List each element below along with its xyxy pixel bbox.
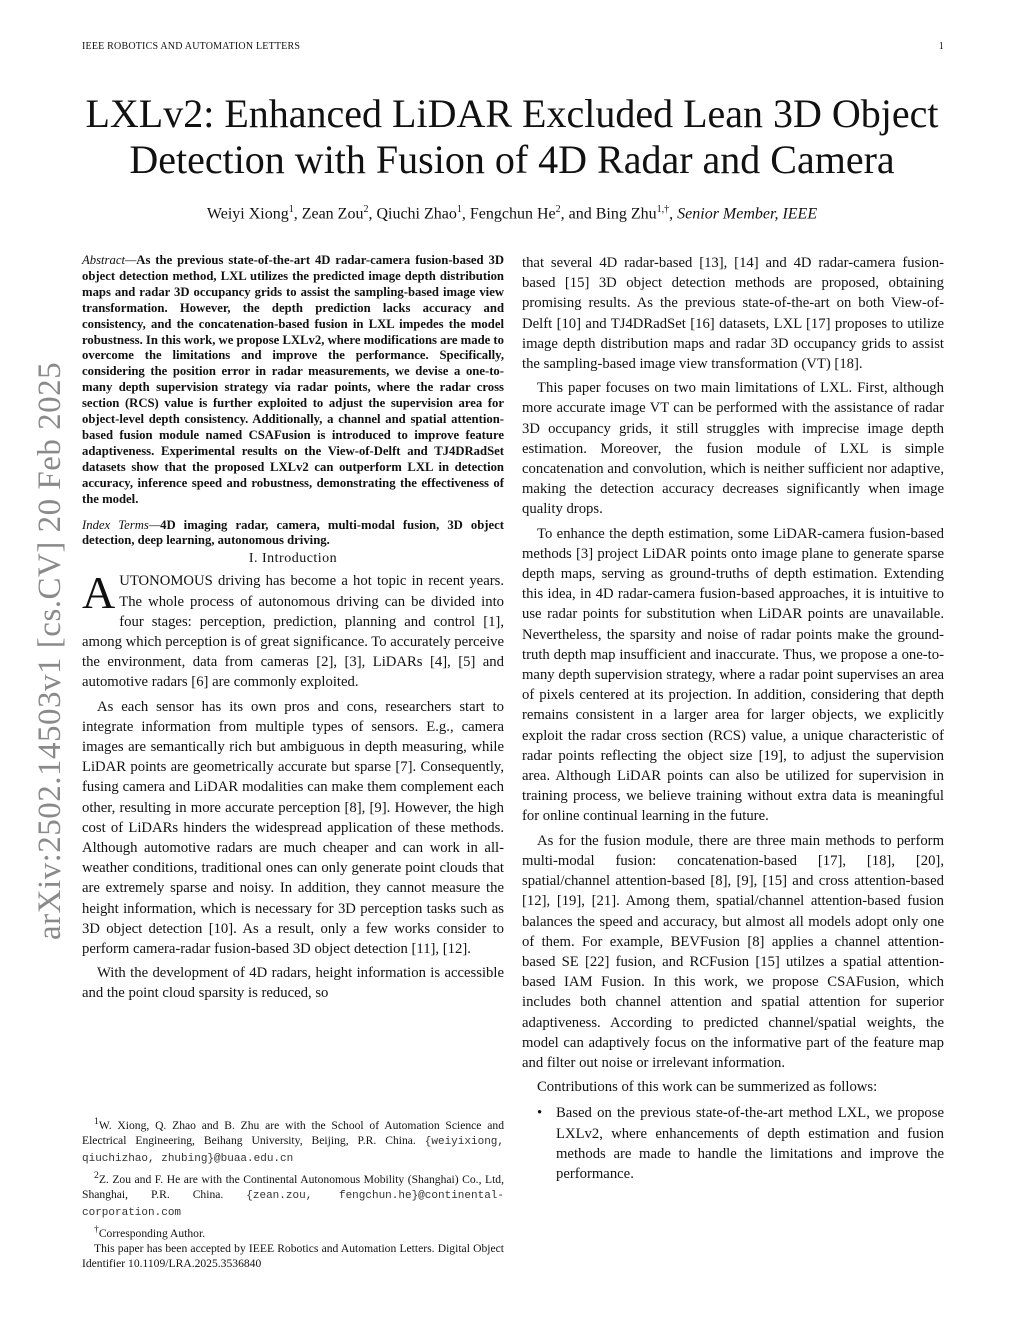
- intro-paragraph-3-cont: that several 4D radar-based [13], [14] and 4D radar-camera fusion-based [15] 3D object detection methods are proposed, obtaining promising results. As the previous state-of-the-art on both View-of-Delft [10] and TJ4DRadSet [16] datasets, LXL [17] proposes to utilize image depth distribution maps and radar 3D occupancy grids to assist the sampling-based image view transformation (VT) [18].: [522, 255, 944, 373]
- affiliation-mark: 2: [555, 204, 561, 215]
- drop-cap: A: [82, 567, 116, 619]
- left-column: [82, 253, 504, 1004]
- journal-name: IEEE ROBOTICS AND AUTOMATION LETTERS: [82, 41, 301, 52]
- affiliation-mark: 1: [288, 204, 294, 215]
- author-name: Zean Zou: [301, 205, 364, 223]
- intro-paragraph-4: This paper focuses on two main limitations of LXL. First, although more accurate image VT can be performed with the assistance of radar 3D occupancy grids, it still struggles with imprecise image depth estimation. Moreover, the fusion module of LXL is simple concatenation and convolution, which is neither sufficient nor adaptive, making the detection accuracy decreases significantly when image quality drops.: [522, 380, 944, 518]
- footnote-3: †Corresponding Author.: [94, 1223, 206, 1240]
- author-membership: Senior Member, IEEE: [677, 205, 818, 223]
- intro-paragraph-1: [82, 567, 505, 692]
- footnote-1: $^1$W. Xiong, Q. Zhao and B. Zhu are with the School of Automation Science and Electrical Engineering, Beihang University, Beijing, P.R. China. {weiyixiong, qiuchizhao, zhubing}@buaa.edu.cn: [82, 1116, 504, 1166]
- affiliation-mark: 1: [456, 204, 462, 215]
- index-terms: [82, 518, 504, 550]
- intro-paragraph-6: As for the fusion module, there are three main methods to perform multi-modal fusion: concatenation-based [17], [18], [20], spatial/channel attention-based [8], [9], [15] and cross attention-based [12], [19], [21]. Among them, spatial/channel attention-based fusion balances the speed and accuracy, but almost all models adopt only one of them. For example, BEVFusion [8] applies a channel attention-based SE [22] fusion, and RCFusion [15] utilzes a spatial attention-based IAM Fusion. In this work, we propose CSAFusion, which includes both channel attention and spatial attention for superior adaptiveness. According to predicted channel/spatial weights, the model can adaptively focus on the informative part of the feature map and filter out noise or irrelevant information.: [522, 832, 944, 1071]
- paper-title: LXLv2: Enhanced LiDAR Excluded Lean 3D Object Detection with Fusion of 4D Radar and Camera: [85, 91, 939, 182]
- author-name: Fengchun He: [469, 205, 556, 223]
- intro-paragraph-2: As each sensor has its own pros and cons, researchers start to integrate information from multiple types of sensors. E.g., camera images are semantically rich but ambiguous in depth measuring, while LiDAR points are geometrically accurate but sparse [7]. Consequently, fusing camera and LiDAR modalities can make them complement each other, resulting in more accurate perception [8], [9]. However, the high cost of LiDARs hinders the widespread application of these methods. Although automotive radars are much cheaper and can work in all-weather conditions, traditional ones can only generate point clouds that are extremely sparse and noisy. In addition, they cannot measure the height information, which is necessary for 3D perception tasks such as 3D object detection [10]. As a result, only a few works consider to perform camera-radar fusion-based 3D object detection [11], [12].: [82, 698, 504, 957]
- index-terms-text: 4D imaging radar, camera, multi-modal fusion, 3D object detection, deep learning, autonomous driving.: [82, 517, 505, 548]
- arxiv-identifier-stamp: arXiv:2502.14503v1 [cs.CV] 20 Feb 2025: [32, 361, 68, 940]
- affiliation-mark: 1,†: [656, 204, 670, 215]
- intro-paragraph-3: With the development of 4D radars, height information is accessible and the point cloud sparsity is reduced, so: [82, 965, 504, 1002]
- author-list: Weiyi Xiong$^1$, Zean Zou$^2$, Qiuchi Zhao$^1$, Fengchun He$^2$, and Bing Zhu$^{1,\dagger}$, Senior Member, IEEE: [206, 204, 818, 223]
- intro-paragraph-5: To enhance the depth estimation, some LiDAR-camera fusion-based methods [3] project LiDAR points onto image plane to generate sparse depth maps, serving as ground-truths of depth estimation. Extending this idea, in 4D radar-camera fusion-based approaches, it is intuitive to use radar points for substitution when LiDAR points are unavailable. Nevertheless, the sparsity and noise of radar points make the ground-truth depth map insufficient and inaccurate. Thus, we propose a one-to-many depth supervision strategy, where a radar point supervises an area of pixels centered at its projection. In addition, considering that depth remains consistent in a larger area for larger objects, we explicitly exploit the radar cross section (RCS) value, a unique characteristic of radar points reflecting the object size [19], to adjust the supervision area. Although LiDAR points can also be utilized for supervision in training process, we believe training without extra data is meaningful for online continual learning in the future.: [522, 525, 944, 825]
- bullet-icon: •: [537, 1105, 543, 1122]
- footnotes: [82, 1114, 504, 1271]
- affiliation-mark: 2: [363, 204, 369, 215]
- author-name: Qiuchi Zhao: [376, 205, 457, 223]
- page-number: 1: [938, 41, 944, 52]
- list-item: • Based on the previous state-of-the-art method LXL, we propose LXLv2, where enhancements of depth estimation and fusion methods are made to handle the limitations and improve the performance.: [537, 1105, 944, 1182]
- paragraph-text: UTONOMOUS driving has become a hot topic in recent years. The whole process of autonomous driving can be divided into four stages: perception, prediction, planning and control [1], among which perception is of great significance. To accurately perceive the environment, data from cameras [2], [3], LiDARs [4], [5] and automotive radars [6] are commonly exploited.: [82, 573, 505, 691]
- index-terms-label: Index Terms—: [82, 517, 161, 532]
- author-emails: {weiyixiong, qiuchizhao, zhubing}@buaa.edu.cn: [82, 1136, 504, 1166]
- abstract-text: As the previous state-of-the-art 4D radar-camera fusion-based 3D object detection method, LXL utilizes the predicted image depth distribution maps and radar 3D occupancy grids to assist the sampling-based image view transformation. However, the depth prediction lacks accuracy and consistency, and the concatenation-based fusion in LXL impedes the model robustness. In this work, we propose LXLv2, where modifications are made to overcome the limitations and improve the performance. Specifically, considering the position error in radar measurements, we devise a one-to-many depth supervision strategy via radar points, where the radar cross section (RCS) value is further exploited to adjust the supervision area for object-level depth consistency. Additionally, a channel and spatial attention-based fusion module named CSAFusion is introduced to improve feature adaptiveness. Experimental results on the View-of-Delft and TJ4DRadSet datasets show that the proposed LXLv2 can outperform LXL in detection accuracy, inference speed and robustness, demonstrating the effectiveness of the model.: [82, 253, 504, 506]
- running-head: [82, 41, 944, 57]
- footnote-4: This paper has been accepted by IEEE Robotics and Automation Letters. Digital Object Identifier 10.1109/LRA.2025.3536840: [82, 1241, 504, 1270]
- intro-paragraph-7: Contributions of this work can be summerized as follows:: [537, 1079, 878, 1096]
- author-name: and Bing Zhu: [568, 205, 657, 223]
- abstract: [82, 253, 504, 508]
- abstract-label: Abstract—: [82, 253, 137, 267]
- footnote-2: $^2$Z. Zou and F. He are with the Continental Autonomous Mobility (Shanghai) Co., Ltd, Shanghai, P.R. China. {zean.zou, fengchun.he}@continental-corporation.com: [82, 1169, 504, 1220]
- author-name: Weiyi Xiong: [206, 205, 289, 223]
- contributions-list: [522, 1103, 944, 1184]
- author-emails: {zean.zou, fengchun.he}@continental-corporation.com: [82, 1189, 504, 1220]
- section-heading: I. Introduction: [248, 551, 338, 567]
- right-column: [522, 253, 944, 1184]
